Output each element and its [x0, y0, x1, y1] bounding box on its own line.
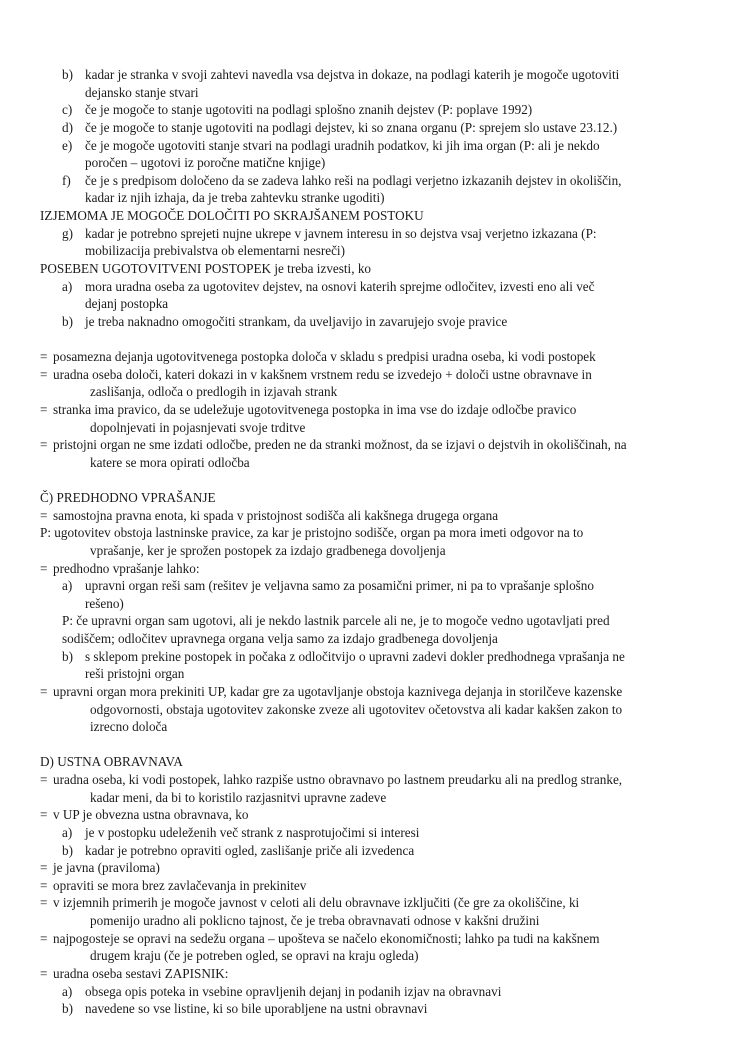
eq-paragraph-line: = je javna (praviloma)	[40, 860, 160, 876]
eq-marker: =	[40, 772, 48, 787]
paragraph	[40, 965, 732, 983]
blank-line	[40, 330, 732, 348]
paragraph	[40, 842, 732, 860]
list-item-line: b) kadar je stranka v svoji zahtevi navedla vsa dejstva in dokaze, na podlagi katerih je mogoče ugotoviti	[62, 67, 620, 82]
paragraph	[40, 66, 732, 101]
example-note-line: P: ugotovitev obstoja lastninske pravice, za kar je pristojno sodišče, organ pa mora imeti odgovor na to	[40, 525, 584, 541]
list-item-line: reši pristojni organ	[85, 666, 185, 682]
paragraph	[40, 753, 732, 771]
list-marker: e)	[62, 137, 73, 153]
paragraph	[40, 1000, 732, 1018]
paragraph	[40, 137, 732, 172]
section-heading: D) USTNA OBRAVNAVA	[40, 754, 183, 770]
list-item-line: d) če je mogoče to stanje ugotoviti na podlagi dejstev, ki so znana organu (P: sprejem slo ustave 23.12.)	[62, 119, 618, 135]
list-marker: b)	[62, 1001, 73, 1017]
paragraph	[40, 806, 732, 824]
eq-paragraph-line: = uradna oseba sestavi ZAPISNIK:	[40, 965, 229, 981]
eq-paragraph-line: = uradna oseba določi, kateri dokazi in v kakšnem vrstnem redu se izvedejo + določi ustne obravnave in	[40, 366, 592, 382]
example-note-line: vprašanje, ker je sprožen postopek za izdajo gradbenega dovoljenja	[90, 542, 446, 558]
eq-paragraph-line: = predhodno vprašanje lahko:	[40, 560, 200, 576]
paragraph	[40, 894, 732, 929]
section-heading: Č) PREDHODNO VPRAŠANJE	[40, 490, 216, 505]
list-marker: f)	[62, 172, 71, 188]
paragraph	[40, 101, 732, 119]
eq-paragraph-line: izrecno določa	[90, 719, 168, 735]
paragraph	[40, 401, 732, 436]
list-item-line: dejansko stanje stvari	[85, 84, 199, 100]
eq-paragraph-line: katere se mora opirati odločba	[90, 454, 250, 470]
paragraph	[40, 560, 732, 578]
list-item-line: e) če je mogoče ugotoviti stanje stvari na podlagi uradnih podatkov, ki jih ima organ (P: ali je nekdo	[62, 137, 600, 153]
list-marker: g)	[62, 225, 73, 241]
list-item-line: a) je v postopku udeleženih več strank z nasprotujočimi si interesi	[62, 824, 420, 840]
list-item-line: kadar iz njih izhaja, da je treba zahtevku stranke ugoditi)	[85, 190, 385, 206]
eq-marker: =	[40, 560, 48, 576]
paragraph	[40, 771, 732, 806]
section-heading: IZJEMOMA JE MOGOČE DOLOČITI PO SKRAJŠANEM POSTOKU	[40, 208, 424, 223]
paragraph	[40, 471, 732, 489]
paragraph	[40, 348, 732, 366]
eq-paragraph-line: drugem kraju (če je potreben ogled, se opravi na kraju ogleda)	[90, 948, 419, 964]
eq-paragraph-line: = upravni organ mora prekiniti UP, kadar gre za ugotavljanje obstoja kaznivega dejanja in storilčeve kazenske	[40, 683, 623, 699]
paragraph	[40, 648, 732, 683]
list-item-line: b) s sklepom prekine postopek in počaka z odločitvijo o upravni zadevi dokler predhodnega vprašanja ne	[62, 648, 625, 664]
list-item-line: f) če je s predpisom določeno da se zadeva lahko reši na podlagi verjetno izkazanih dejstev in okoliščin,	[62, 172, 622, 188]
paragraph	[40, 824, 732, 842]
eq-marker: =	[40, 437, 48, 453]
eq-marker: =	[40, 349, 48, 364]
document-body	[40, 66, 732, 1018]
list-marker: a)	[62, 578, 73, 594]
paragraph	[40, 172, 732, 207]
example-note-line: sodiščem; odločitev upravnega organa velja samo za izdajo gradbenega dovoljenja	[62, 631, 498, 646]
paragraph	[40, 225, 732, 260]
list-item-line: c) če je mogoče to stanje ugotoviti na podlagi splošno znanih dejstev (P: poplave 1992)	[62, 102, 533, 118]
paragraph	[40, 524, 732, 559]
list-item-line: a) mora uradna oseba za ugotovitev dejstev, na osnovi katerih sprejme odločitev, izvesti eno ali več	[62, 278, 595, 294]
paragraph	[40, 930, 732, 965]
eq-paragraph-line: = pristojni organ ne sme izdati odločbe, preden ne da stranki možnost, da se izjavi o dejstvih in okoliščinah, na	[40, 437, 627, 453]
eq-marker: =	[40, 507, 48, 523]
eq-paragraph-line: zaslišanja, odloča o predlogih in izjavah strank	[90, 384, 338, 400]
list-marker: b)	[62, 67, 73, 82]
example-note-line: P: če upravni organ sam ugotovi, ali je nekdo lastnik parcele ali ne, je to mogoče vedno ugotavljati pred	[62, 613, 610, 629]
eq-paragraph-line: = posamezna dejanja ugotovitvenega postopka določa v skladu s predpisi uradna oseba, ki vodi postopek	[40, 349, 596, 364]
paragraph	[40, 260, 732, 278]
eq-paragraph-line: = stranka ima pravico, da se udeležuje ugotovitvenega postopka in ima vse do izdaje odločbe pravico	[40, 401, 577, 417]
blank-line	[40, 736, 732, 754]
eq-paragraph-line: = samostojna pravna enota, ki spada v pristojnost sodišča ali kakšnega drugega organa	[40, 507, 499, 523]
eq-marker: =	[40, 366, 48, 382]
paragraph	[40, 119, 732, 137]
eq-marker: =	[40, 965, 48, 981]
paragraph	[40, 736, 732, 754]
list-marker: c)	[62, 102, 73, 118]
paragraph	[40, 683, 732, 736]
list-marker: d)	[62, 119, 73, 135]
paragraph	[40, 507, 732, 525]
list-marker: b)	[62, 648, 73, 664]
eq-paragraph-line: kadar meni, da bi to koristilo razjasnitvi upravne zadeve	[90, 789, 387, 805]
paragraph	[40, 983, 732, 1001]
eq-paragraph-line: = najpogosteje se opravi na sedežu organa – upošteva se načelo ekonomičnosti; lahko pa tudi na kakšnem	[40, 930, 600, 946]
paragraph	[40, 278, 732, 313]
paragraph	[40, 489, 732, 507]
list-item-line: b) je treba naknadno omogočiti strankam, da uveljavijo in zavarujejo svoje pravice	[62, 313, 508, 329]
paragraph	[40, 577, 732, 612]
eq-paragraph-line: = uradna oseba, ki vodi postopek, lahko razpiše ustno obravnavo po lastnem preudarku ali na predlog stranke,	[40, 772, 623, 787]
eq-paragraph-line: odgovornosti, obstaja ugotovitev zakonske zveze ali ugotovitev očetovstva ali kadar kakšen zakon to	[90, 701, 623, 717]
list-item-line: dejanj postopka	[85, 296, 169, 312]
paragraph	[40, 436, 732, 471]
list-marker: a)	[62, 983, 73, 999]
paragraph	[40, 207, 732, 225]
eq-paragraph-line: = v UP je obvezna ustna obravnava, ko	[40, 807, 249, 823]
list-item-line: rešeno)	[85, 595, 124, 611]
paragraph	[40, 612, 732, 647]
paragraph	[40, 366, 732, 401]
eq-marker: =	[40, 401, 48, 417]
paragraph	[40, 313, 732, 331]
list-item-line: b) kadar je potrebno opraviti ogled, zaslišanje priče ali izvedenca	[62, 842, 415, 858]
eq-marker: =	[40, 895, 48, 911]
list-marker: a)	[62, 824, 73, 840]
eq-marker: =	[40, 930, 48, 946]
paragraph	[40, 330, 732, 348]
section-heading: POSEBEN UGOTOVITVENI POSTOPEK je treba izvesti, ko	[40, 260, 372, 276]
paragraph	[40, 859, 732, 877]
list-item-line: poročen – ugotovi iz poročne matične knjige)	[85, 155, 326, 171]
eq-marker: =	[40, 860, 48, 876]
list-item-line: a) obsega opis poteka in vsebine opravljenih dejanj in podanih izjav na obravnavi	[62, 983, 502, 999]
eq-paragraph-line: = opraviti se mora brez zavlačevanja in prekinitev	[40, 877, 307, 893]
eq-paragraph-line: pomenijo uradno ali poklicno tajnost, če je treba obravnavati odnose v kakšni družini	[90, 913, 540, 928]
eq-marker: =	[40, 683, 48, 699]
eq-marker: =	[40, 807, 48, 823]
list-item-line: mobilizacija prebivalstva ob elementarni nesreči)	[85, 243, 345, 259]
paragraph	[40, 877, 732, 895]
blank-line	[40, 471, 732, 489]
list-marker: a)	[62, 278, 73, 294]
eq-paragraph-line: = v izjemnih primerih je mogoče javnost v celoti ali delu obravnave izključiti (če gre za okoliščine, ki	[40, 895, 580, 911]
list-item-line: g) kadar je potrebno sprejeti nujne ukrepe v javnem interesu in so dejstva vsaj verjetno izkazana (P:	[62, 225, 597, 241]
eq-paragraph-line: dopolnjevati in pojasnjevati svoje trditve	[90, 419, 306, 435]
eq-marker: =	[40, 877, 48, 893]
list-item-line: b) navedene so vse listine, ki so bile uporabljene na ustni obravnavi	[62, 1001, 428, 1017]
list-marker: b)	[62, 842, 73, 858]
list-marker: b)	[62, 313, 73, 329]
list-item-line: a) upravni organ reši sam (rešitev je veljavna samo za posamični primer, ni pa to vprašanje splošno	[62, 578, 594, 594]
